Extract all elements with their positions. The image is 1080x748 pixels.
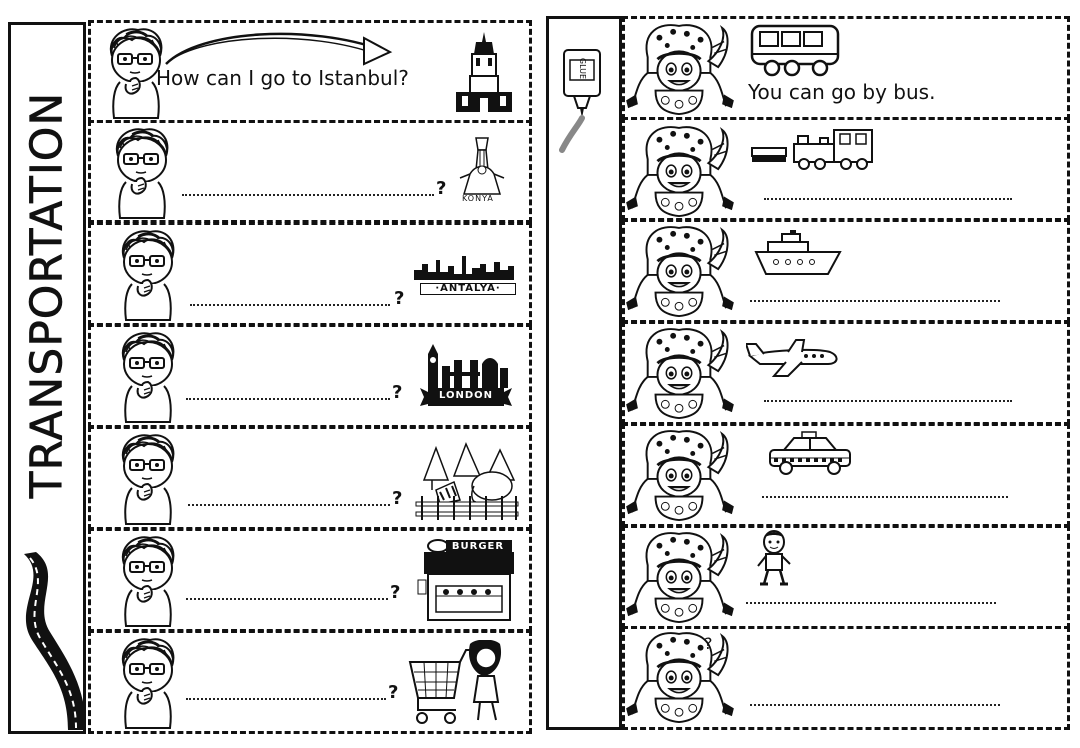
girl-waving-icon: [626, 124, 734, 218]
answer-line: [186, 698, 386, 700]
girl-waving-icon: [626, 428, 734, 522]
question-mark: ?: [390, 582, 401, 603]
girl-waving-icon: [626, 224, 734, 318]
boy-thinking-icon: [114, 636, 180, 730]
answer-line: [750, 300, 1000, 302]
road-icon: [10, 548, 86, 732]
answer-line: [190, 304, 390, 306]
bus-icon: [750, 24, 842, 78]
answer-line: [188, 504, 390, 506]
antalya-skyline-icon: [414, 252, 520, 282]
question-mark: ?: [394, 288, 405, 309]
question-mark: ?: [392, 488, 403, 509]
walking-boy-icon: [756, 530, 792, 588]
boy-thinking-icon: [114, 228, 180, 322]
answer-line: [746, 602, 996, 604]
answer-line: [762, 496, 1008, 498]
girl-question-mark: ?: [704, 634, 713, 653]
answer-text: You can go by bus.: [748, 80, 936, 104]
answer-line: [764, 198, 1012, 200]
airplane-icon: [746, 336, 840, 378]
answer-line: [182, 194, 434, 196]
ship-icon: [754, 230, 842, 276]
train-icon: [750, 126, 876, 170]
burger-label: BURGER: [451, 541, 505, 552]
question-mark: ?: [388, 682, 399, 703]
boy-thinking-icon: [114, 432, 180, 526]
question-mark: ?: [436, 178, 447, 199]
answer-line: [750, 704, 1000, 706]
question-text: How can I go to Istanbul?: [156, 66, 409, 90]
question-mark: ?: [392, 382, 403, 403]
konya-label: KONYA: [462, 194, 494, 203]
girl-waving-icon: [626, 326, 734, 420]
girl-waving-icon: [626, 22, 734, 116]
shopping-cart-girl-icon: [404, 640, 516, 726]
title-text: TRANSPORTATION: [21, 91, 73, 499]
girl-confused-icon: [626, 630, 734, 724]
answer-line: [186, 598, 388, 600]
london-label: LONDON: [438, 390, 494, 401]
taxi-icon: [766, 430, 854, 476]
boy-thinking-icon: [114, 330, 180, 424]
girl-waving-icon: [626, 530, 734, 624]
title: [4, 70, 90, 520]
answer-line: [764, 400, 1012, 402]
arrow-icon: [160, 24, 396, 68]
antalya-label: ·ANTALYA·: [435, 283, 501, 294]
boy-thinking-icon: [114, 534, 180, 628]
istanbul-tower-icon: [452, 30, 516, 116]
zoo-icon: [414, 440, 520, 520]
boy-thinking-icon: [108, 126, 174, 220]
london-skyline-icon: [420, 344, 512, 388]
answer-line: [186, 398, 390, 400]
glue-label: GLUE: [578, 57, 588, 80]
